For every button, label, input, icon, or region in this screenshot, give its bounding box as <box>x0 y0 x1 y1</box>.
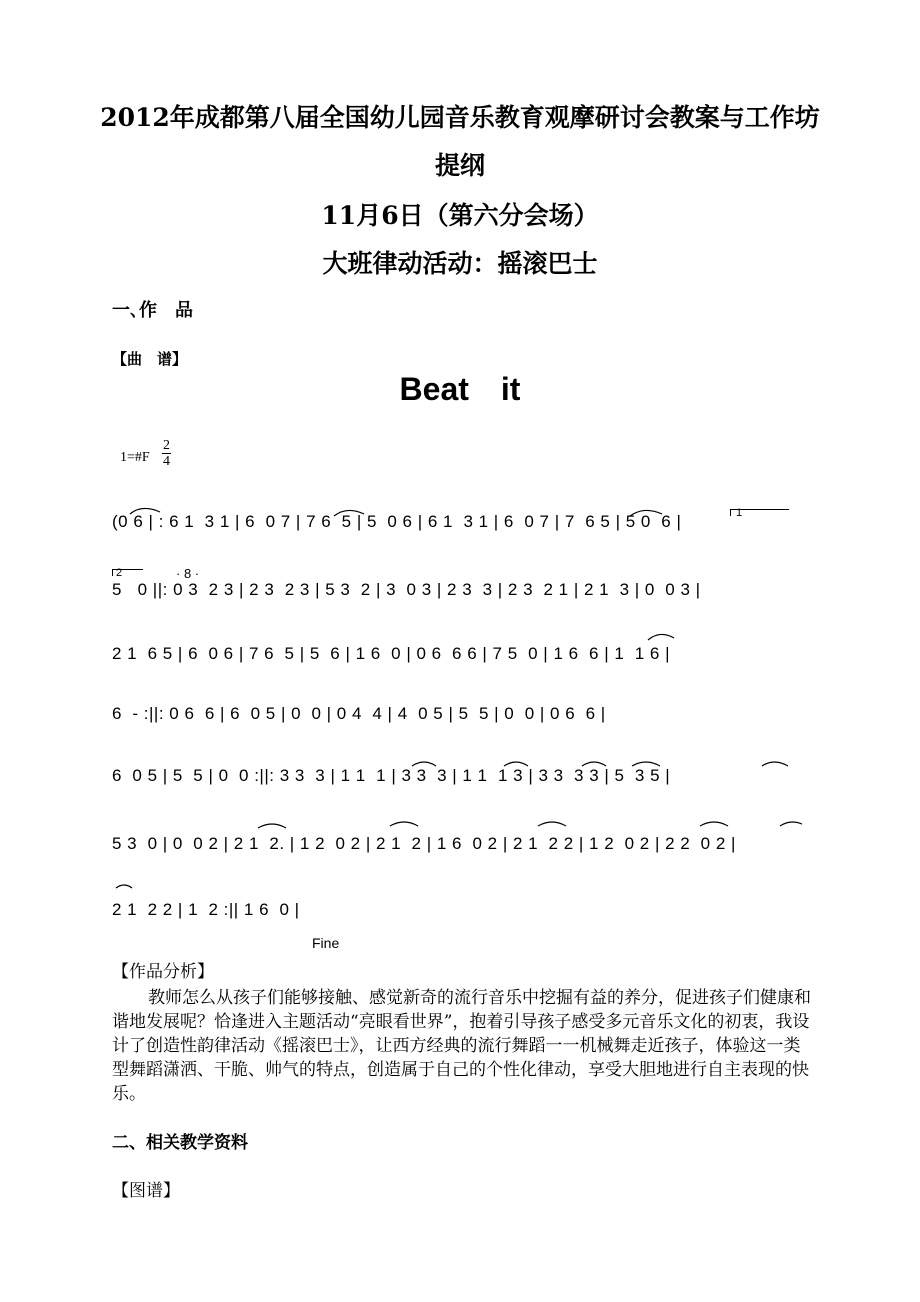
analysis-text: 教师怎么从孩子们能够接触、感觉新奇的流行音乐中挖掘有益的养分，促进孩子们健康和谐地发展呢？恰逢进入主题活动“亮眼看世界”，抱着引导孩子感受多元音乐文化的初衷，我设计了创造性韵律活动《摇滚巴士》，让西方经典的流行舞蹈一一机械舞走近孩子，体验这一类型舞蹈潇洒、干脆、帅气的特点，创造属于自己的个性化律动，享受大胆地进行自主表现的快乐。 <box>112 988 811 1104</box>
time-signature-top: 2 <box>163 438 170 453</box>
section-1-heading: 一､作 品 <box>112 300 193 321</box>
doc-date-line: 11月6日（第六分会场） <box>321 201 599 230</box>
score-slurs <box>112 500 802 930</box>
score-row-text: 2 1 6 5 | 6 0 6 | 7 6 5 | 5 6 | 1 6 0 | 0 6 6 6 | 7 5 0 | 1 6 6 | 1 1 6 | <box>112 644 671 663</box>
doc-title-line1: 2012年成都第八届全国幼儿园音乐教育观摩研讨会教案与工作坊 <box>100 103 820 132</box>
segno-mark: · 8 · <box>176 566 200 581</box>
doc-title-line2: 提纲 <box>434 151 485 180</box>
analysis-label: 【作品分析】 <box>112 962 214 982</box>
activity-title: 大班律动活动：摇滚巴士 <box>322 249 598 278</box>
fine-mark: Fine <box>312 935 340 951</box>
section-2-heading: 二、相关教学资料 <box>112 1133 248 1153</box>
song-title: Beat it <box>399 371 521 407</box>
score-row-text: (0 6 | : 6 1 3 1 | 6 0 7 | 7 6 5 | 5 0 6 | 6 1 3 1 | 6 0 7 | 7 6 5 | 5 0 6 | <box>112 512 682 531</box>
score-row-text: 6 0 5 | 5 5 | 0 0 :||: 3 3 3 | 1 1 1 | 3 3 3 | 1 1 1 3 | 3 3 3 3 | 5 3 5 | <box>112 766 671 785</box>
volta-1-label: 1 <box>736 507 743 519</box>
key-signature: 1=#F <box>120 450 150 465</box>
time-signature-bottom: 4 <box>163 454 170 469</box>
score-row-text: 2 1 2 2 | 1 2 :|| 1 6 0 | <box>112 900 300 919</box>
score-row-text: 5 0 ||: 0 3 2 3 | 2 3 2 3 | 5 3 2 | 3 0 3 | 2 3 3 | 2 3 2 1 | 2 1 3 | 0 0 3 | <box>112 580 701 599</box>
chart-label: 【图谱】 <box>112 1181 180 1201</box>
score-row-text: 6 - :||: 0 6 6 | 6 0 5 | 0 0 | 0 4 4 | 4 0 5 | 5 5 | 0 0 | 0 6 6 | <box>112 704 606 723</box>
time-signature <box>162 438 171 469</box>
score-row-text: 5 3 0 | 0 0 2 | 2 1 2. | 1 2 0 2 | 2 1 2 | 1 6 0 2 | 2 1 2 2 | 1 2 0 2 | 2 2 0 2 | <box>112 834 736 853</box>
score-label: 【曲 谱】 <box>112 350 188 368</box>
volta-2-label: 2 <box>116 567 123 579</box>
